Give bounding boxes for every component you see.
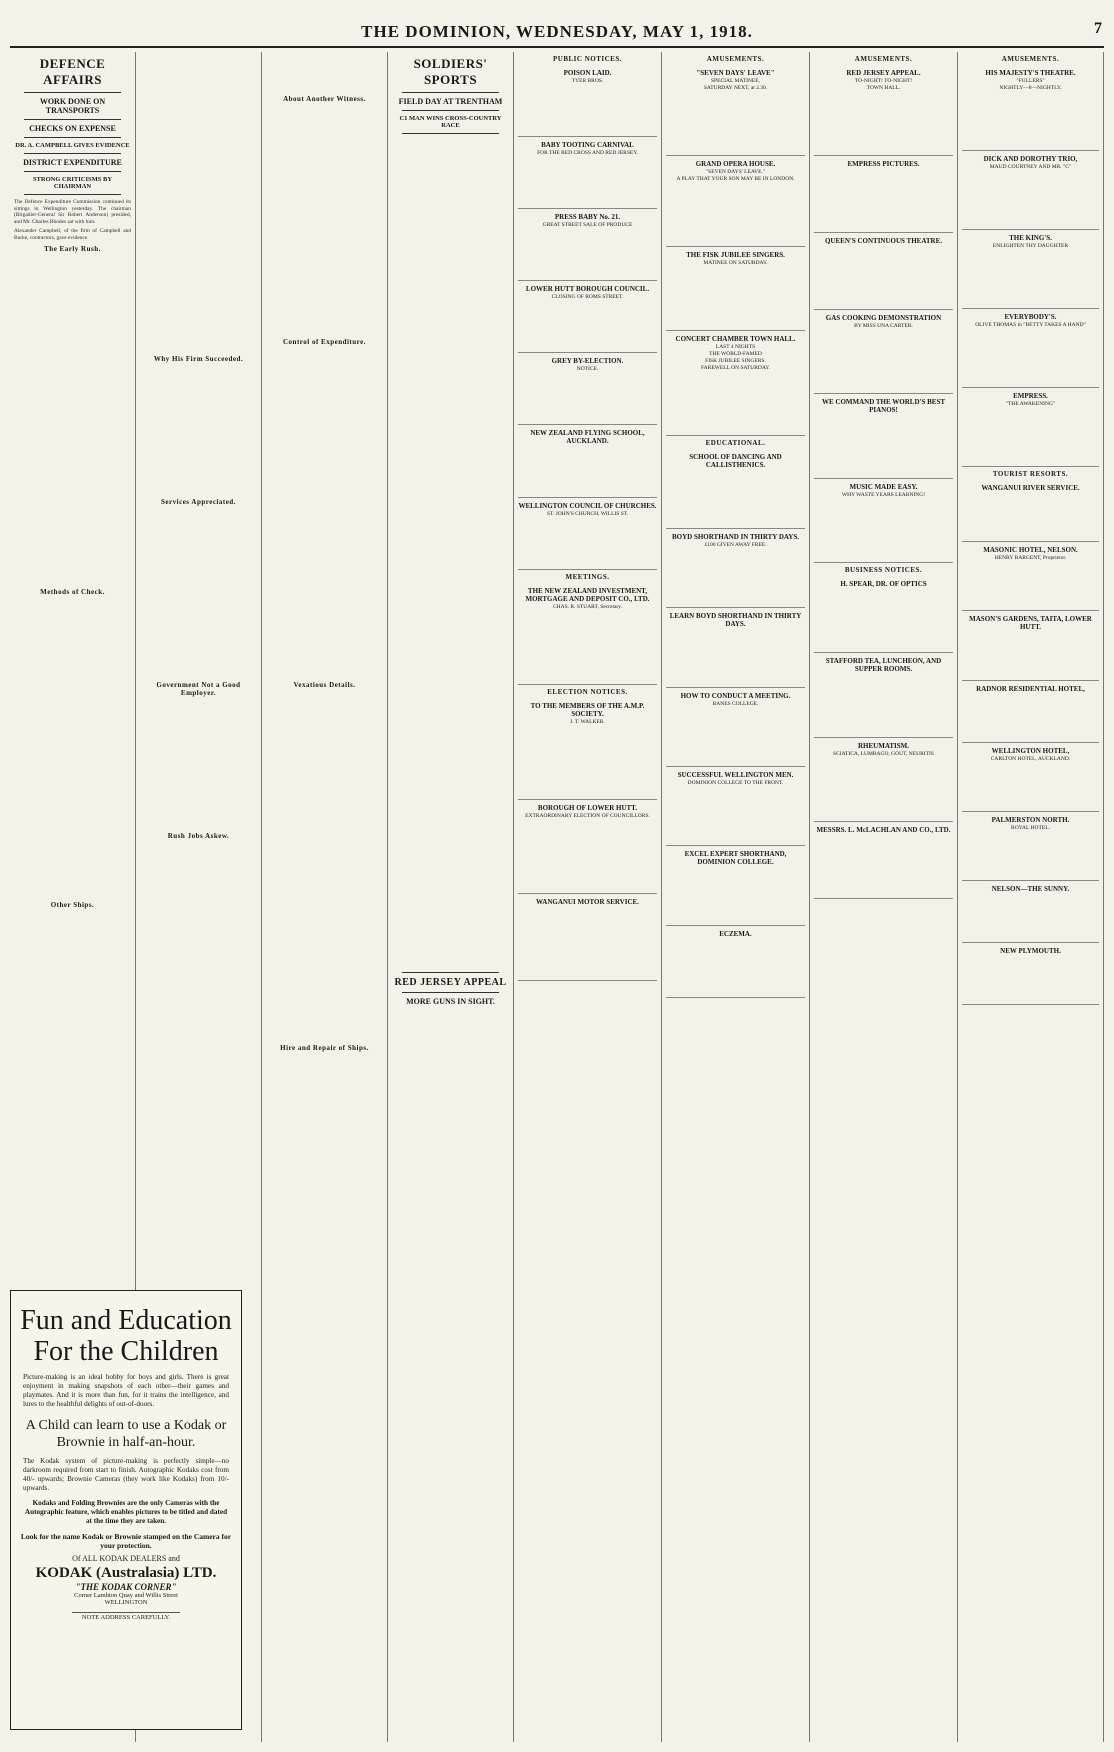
- subhead-transports: WORK DONE ON TRANSPORTS: [39, 97, 106, 115]
- subhead-more-guns: MORE GUNS IN SIGHT.: [406, 997, 495, 1006]
- advertisement-line: SCIATICA, LUMBAGO, GOUT, NEURITIS: [833, 751, 934, 757]
- advertisement: [814, 738, 953, 822]
- advertisement-line: GREAT STREET SALE OF PRODUCE: [542, 222, 633, 228]
- advertisement: [518, 65, 657, 137]
- advertisement: [962, 309, 1099, 388]
- advertisement: [962, 743, 1099, 812]
- advertisement-title: THE KING'S.: [1009, 234, 1052, 242]
- advertisement-line: FAREWELL ON SATURDAY.: [701, 365, 770, 371]
- advertisement: [962, 611, 1099, 681]
- page-number: 7: [1094, 20, 1102, 37]
- advertisement-title: NELSON—THE SUNNY.: [991, 885, 1070, 893]
- headline-red-jersey: RED JERSEY APPEAL: [394, 977, 507, 988]
- section-label: Hire and Repair of Ships.: [280, 1044, 369, 1052]
- advertisement-line: ENLIGHTEN THY DAUGHTER: [992, 243, 1069, 249]
- advertisement-line: WHY WASTE YEARS LEARNING!: [841, 492, 926, 498]
- advertisement: [814, 653, 953, 738]
- advertisement-body-text: [962, 832, 1099, 877]
- advertisement-line: BY MISS UNA CARTER.: [854, 323, 913, 329]
- advertisement: [962, 812, 1099, 881]
- advertisement-body-text: [814, 415, 953, 475]
- advertisement-body-text: [814, 589, 953, 649]
- advertisement-body-text: [814, 169, 953, 229]
- advertisement: [666, 247, 805, 331]
- advertisement: [814, 822, 953, 899]
- advertisement-line: CHAS. R. STUART, Secretary.: [552, 604, 623, 610]
- article-paragraph: Alexander Campbell, of the firm of Campbell and Burke, contractors, gave evidence.: [14, 228, 131, 241]
- advertisement-title: DICK AND DOROTHY TRIO,: [983, 155, 1078, 163]
- article-body-text: [266, 348, 383, 678]
- advertisement-title: BABY TOOTING CARNIVAL: [541, 141, 634, 149]
- article-body-text: [140, 508, 257, 678]
- advertisement-body-text: [666, 939, 805, 994]
- advertisement: [814, 394, 953, 479]
- advertisement-body-text: [814, 330, 953, 390]
- advertisement: [518, 425, 657, 498]
- section-label: Other Ships.: [50, 900, 95, 909]
- advertisement-line: CARLTON HOTEL, AUCKLAND.: [990, 756, 1071, 762]
- advertisement: [666, 156, 805, 247]
- advertisement-title: ECZEMA.: [719, 930, 752, 938]
- advertisement-body-text: [962, 632, 1099, 677]
- column-4: [388, 52, 514, 1742]
- advertisement: [962, 881, 1099, 943]
- advertisement: [814, 233, 953, 310]
- subhead-trentham: FIELD DAY AT TRENTHAM: [398, 97, 503, 106]
- advertisement: [962, 943, 1099, 1005]
- divider: [402, 972, 499, 973]
- article-body-text: [392, 1008, 509, 1558]
- advertisement-body-text: [666, 267, 805, 327]
- advertisement-title: LEARN BOYD SHORTHAND IN THIRTY DAYS.: [669, 612, 802, 628]
- advertisement-line: CLOSING OF ROMS STREET.: [551, 294, 624, 300]
- advertisement-body-text: [962, 562, 1099, 607]
- advertisement-line: A PLAY THAT YOUR SON MAY BE IN LONDON.: [676, 176, 795, 182]
- subhead-criticisms: STRONG CRITICISMS BY CHAIRMAN: [32, 176, 113, 190]
- advertisement-title: THE NEW ZEALAND INVESTMENT, MORTGAGE AND DEPOSIT CO., LTD.: [525, 587, 650, 603]
- headline-sports: SOLDIERS' SPORTS: [413, 56, 488, 87]
- advertisement-line: MAUD COURTNEY AND MR. "C": [989, 164, 1072, 170]
- advertisement-body-text: [666, 470, 805, 525]
- advertisement-body-text: [962, 694, 1099, 739]
- advertisement: [518, 894, 657, 981]
- ad-list: [666, 449, 805, 998]
- advertisement-title: MASON'S GARDENS, TAITA, LOWER HUTT.: [969, 615, 1092, 631]
- ad-list: [518, 65, 657, 570]
- advertisement-body-text: [518, 373, 657, 421]
- advertisement: [666, 449, 805, 529]
- divider: [24, 119, 121, 120]
- advertisement-title: EMPRESS PICTURES.: [847, 160, 920, 168]
- kodak-title-line-1: Fun and Education: [20, 1305, 232, 1336]
- subhead-cross-country: C1 MAN WINS CROSS-COUNTRY RACE: [399, 115, 502, 129]
- section-label: Methods of Check.: [40, 587, 105, 596]
- advertisement-line: SATURDAY NEXT, at 2.30.: [703, 85, 768, 91]
- subhead-checks: CHECKS ON EXPENSE: [29, 124, 116, 133]
- advertisement-body-text: [666, 92, 805, 152]
- advertisement-body-text: [666, 867, 805, 922]
- advertisement-body-text: [666, 629, 805, 684]
- advertisement-line: FOR THE RED CROSS AND RED JERSEY.: [537, 150, 638, 156]
- advertisement-body-text: [962, 92, 1099, 147]
- section-header: MEETINGS.: [565, 573, 610, 581]
- advertisement-body-text: [518, 820, 657, 890]
- divider: [24, 153, 121, 154]
- advertisement-title: GRAND OPERA HOUSE.: [695, 160, 776, 168]
- advertisement: [666, 529, 805, 608]
- advertisement: [814, 65, 953, 156]
- advertisement-line: "SEVEN DAYS' LEAVE.": [705, 169, 766, 175]
- advertisement-body-text: [666, 183, 805, 243]
- advertisement-title: GAS COOKING DEMONSTRATION: [825, 314, 942, 322]
- advertisement-body-text: [518, 611, 657, 681]
- advertisement-line: FISK JUBILEE SINGERS.: [705, 358, 766, 364]
- kodak-advertisement: [10, 1290, 242, 1730]
- article-paragraph: The Defence Expenditure Commission continued its sittings in Wellington yesterday. The chairman (Brigadier-General Sir Robert Anderson) presided, and Mr. Charles Rhodes sat with him.: [14, 199, 131, 225]
- advertisement-body-text: [962, 329, 1099, 384]
- ad-list: [518, 698, 657, 981]
- advertisement: [962, 230, 1099, 309]
- ad-list: [814, 65, 953, 563]
- advertisement-body-text: [518, 157, 657, 205]
- advertisement-body-text: [814, 92, 953, 152]
- advertisement-title: BOYD SHORTHAND IN THIRTY DAYS.: [671, 533, 800, 541]
- kodak-body-3: Kodaks and Folding Brownies are the only Cameras with the Autographic feature, which enables pictures to be titled and dated at the time they are taken.: [24, 1499, 228, 1525]
- article-body-text: [14, 911, 131, 1031]
- advertisement-title: HIS MAJESTY'S THEATRE.: [985, 69, 1076, 77]
- kodak-dealers: Of ALL KODAK DEALERS and: [72, 1554, 180, 1563]
- advertisement-body-text: [666, 549, 805, 604]
- advertisement: [666, 846, 805, 926]
- advertisement-body-text: [666, 372, 805, 432]
- kodak-body-2: The Kodak system of picture-making is perfectly simple—no darkroom required from start to finish. Autographic Kodaks cost from 40/- upwards; Brownie Cameras (they work like Kodaks) from 10/- upwards.: [23, 1457, 229, 1492]
- advertisement: [666, 65, 805, 156]
- advertisement-body-text: [518, 85, 657, 133]
- kodak-address: Corner Lambton Quay and Willis Street: [74, 1592, 178, 1599]
- advertisement-title: MUSIC MADE EASY.: [849, 483, 918, 491]
- advertisement-body-text: [962, 763, 1099, 808]
- advertisement: [814, 479, 953, 563]
- advertisement-line: SPECIAL MATINEE,: [711, 78, 760, 84]
- advertisement-line: TO-NIGHT! TO-NIGHT!: [854, 78, 913, 84]
- section-label: Vexatious Details.: [293, 681, 356, 689]
- advertisement-title: STAFFORD TEA, LUNCHEON, AND SUPPER ROOMS.: [825, 657, 942, 673]
- advertisement: [518, 698, 657, 800]
- ad-list: [962, 480, 1099, 1005]
- advertisement-line: DOMINION COLLEGE TO THE FRONT.: [687, 780, 784, 786]
- advertisement-title: WELLINGTON COUNCIL OF CHURCHES.: [518, 502, 657, 510]
- advertisement-title: GREY BY-ELECTION.: [551, 357, 624, 365]
- advertisement: [962, 388, 1099, 467]
- advertisement: [962, 480, 1099, 542]
- advertisement-title: HOW TO CONDUCT A MEETING.: [680, 692, 791, 700]
- advertisement-line: J. T. WALKER.: [570, 719, 605, 725]
- advertisement-title: WANGANUI MOTOR SERVICE.: [536, 898, 639, 906]
- advertisement-title: WANGANUI RIVER SERVICE.: [981, 484, 1080, 492]
- advertisement-body-text: [962, 408, 1099, 463]
- advertisement-title: RHEUMATISM.: [857, 742, 909, 750]
- advertisement-line: OLIVE THOMAS in "BETTY TAKES A HAND": [975, 322, 1086, 328]
- kodak-corner: "THE KODAK CORNER": [75, 1582, 177, 1592]
- section-label: Government Not a Good Employer.: [156, 681, 241, 697]
- advertisement-line: NOTICE.: [576, 366, 599, 372]
- section-label: The Early Rush.: [44, 244, 101, 253]
- section-label: Rush Jobs Askew.: [167, 832, 230, 840]
- kodak-city: WELLINGTON: [104, 1599, 148, 1606]
- advertisement-title: LOWER HUTT BOROUGH COUNCIL.: [525, 285, 650, 293]
- advertisement-body-text: [962, 894, 1099, 939]
- column-3: [262, 52, 388, 1742]
- advertisement-body-text: [518, 726, 657, 796]
- divider: [24, 137, 121, 138]
- ad-list: [962, 65, 1099, 467]
- kodak-title: [11, 1305, 241, 1367]
- section-label: Control of Expenditure.: [283, 338, 366, 346]
- advertisement: [666, 688, 805, 767]
- advertisement-body-text: [814, 835, 953, 895]
- advertisement-body-text: [518, 518, 657, 566]
- divider: [402, 92, 499, 93]
- advertisement-title: H. SPEAR, DR. OF OPTICS: [840, 580, 927, 588]
- article-body-text: [14, 598, 131, 898]
- advertisement-line: EXTRAORDINARY ELECTION OF COUNCILLORS.: [525, 813, 650, 819]
- advertisement-title: WELLINGTON HOTEL,: [991, 747, 1070, 755]
- advertisement-line: NIGHTLY—8—NIGHTLY.: [999, 85, 1062, 91]
- advertisement-body-text: [518, 229, 657, 277]
- section-label: Services Appreciated.: [161, 498, 236, 506]
- advertisement-title: EMPRESS.: [1013, 392, 1048, 400]
- advertisement-title: NEW PLYMOUTH.: [1000, 947, 1061, 955]
- section-header: AMUSEMENTS.: [854, 55, 913, 63]
- advertisement-title: POISON LAID.: [563, 69, 612, 77]
- article-body-text: [14, 255, 131, 585]
- advertisement-title: THE FISK JUBILEE SINGERS.: [686, 251, 785, 259]
- advertisement-line: TOWN HALL.: [866, 85, 901, 91]
- advertisement-title: EXCEL EXPERT SHORTHAND, DOMINION COLLEGE.: [684, 850, 787, 866]
- advertisement-title: SCHOOL OF DANCING AND CALLISTHENICS.: [689, 453, 782, 469]
- advertisement: [666, 767, 805, 846]
- advertisement-line: ST. JOHN'S CHURCH, WILLIS ST.: [546, 511, 629, 517]
- article-body-text: [266, 1054, 383, 1374]
- advertisement: [814, 310, 953, 394]
- advertisement-title: MASONIC HOTEL, NELSON.: [983, 546, 1078, 554]
- advertisement-line: HENRY BARGENT, Proprietor.: [994, 555, 1067, 561]
- section-header: EDUCATIONAL.: [705, 439, 766, 447]
- section-header: ELECTION NOTICES.: [547, 688, 628, 696]
- advertisement-body-text: [962, 956, 1099, 1001]
- advertisement-line: ROYAL HOTEL.: [1011, 825, 1050, 831]
- section-header: TOURIST RESORTS.: [992, 470, 1069, 478]
- advertisement-body-text: [962, 493, 1099, 538]
- advertisement-body-text: [814, 246, 953, 306]
- advertisement: [666, 926, 805, 998]
- kodak-brand: KODAK (Australasia) LTD.: [35, 1565, 217, 1581]
- advertisement-body-text: [962, 171, 1099, 226]
- advertisement-line: TYER BROS.: [571, 78, 604, 84]
- article-body-text: [140, 52, 257, 352]
- kodak-title-line-2: For the Children: [33, 1336, 219, 1367]
- advertisement: [962, 65, 1099, 151]
- advertisement: [518, 353, 657, 425]
- advertisement-title: EVERYBODY'S.: [1004, 313, 1057, 321]
- divider: [24, 92, 121, 93]
- article-body-text: [140, 842, 257, 912]
- kodak-look: Look for the name Kodak or Brownie stamped on the Camera for your protection.: [20, 1532, 232, 1550]
- kodak-note: NOTE ADDRESS CAREFULLY.: [72, 1612, 180, 1622]
- divider: [402, 133, 499, 134]
- section-label: Why His Firm Succeeded.: [153, 355, 244, 363]
- advertisement: [666, 608, 805, 688]
- advertisement-body-text: [518, 446, 657, 494]
- advertisement-body-text: [814, 758, 953, 818]
- divider: [402, 992, 499, 993]
- article-body-text: [266, 52, 383, 92]
- headline-defence: DEFENCE AFFAIRS: [39, 56, 106, 87]
- column-7: [810, 52, 958, 1742]
- section-header: AMUSEMENTS.: [706, 55, 765, 63]
- column-6: [662, 52, 810, 1742]
- kodak-body: Picture-making is an ideal hobby for boys and girls. There is great enjoyment in making snapshots of each other—their games and playmates. And it is more than fun, for it trains the intelligence, and lures to the healthful delights of out-of-doors.: [23, 1373, 229, 1408]
- ad-list: [518, 583, 657, 685]
- advertisement-body-text: [814, 499, 953, 559]
- advertisement-title: RED JERSEY APPEAL.: [846, 69, 921, 77]
- divider: [24, 171, 121, 172]
- advertisement: [962, 542, 1099, 611]
- advertisement-title: QUEEN'S CONTINUOUS THEATRE.: [824, 237, 943, 245]
- advertisement: [518, 583, 657, 685]
- advertisement-title: TO THE MEMBERS OF THE A.M.P. SOCIETY.: [530, 702, 645, 718]
- advertisement: [666, 331, 805, 436]
- subhead-district: DISTRICT EXPENDITURE: [23, 158, 122, 167]
- advertisement-line: BANES COLLEGE.: [712, 701, 759, 707]
- advertisement: [518, 137, 657, 209]
- advertisement-line: £100 GIVEN AWAY FREE.: [704, 542, 767, 548]
- section-header: AMUSEMENTS.: [1001, 55, 1060, 63]
- columns: [10, 52, 1104, 1742]
- advertisement-line: LAST 4 NIGHTS: [715, 344, 756, 350]
- advertisement: [518, 281, 657, 353]
- divider: [24, 194, 121, 195]
- section-header: PUBLIC NOTICES.: [553, 55, 622, 63]
- advertisement-title: PALMERSTON NORTH.: [991, 816, 1070, 824]
- advertisement-title: RADNOR RESIDENTIAL HOTEL,: [976, 685, 1085, 693]
- advertisement-title: "SEVEN DAYS' LEAVE": [696, 69, 775, 77]
- advertisement-title: PRESS BABY No. 21.: [554, 213, 621, 221]
- advertisement: [814, 576, 953, 653]
- advertisement-body-text: [962, 250, 1099, 305]
- column-5: [514, 52, 662, 1742]
- advertisement-title: NEW ZEALAND FLYING SCHOOL, AUCKLAND.: [530, 429, 645, 445]
- advertisement-title: WE COMMAND THE WORLD'S BEST PIANOS!: [821, 398, 946, 414]
- advertisement-line: "THE AWAKENING": [1005, 401, 1056, 407]
- advertisement-body-text: [814, 674, 953, 734]
- advertisement-body-text: [666, 708, 805, 763]
- advertisement: [518, 209, 657, 281]
- masthead: [10, 22, 1104, 48]
- masthead-title: THE DOMINION, WEDNESDAY, MAY 1, 1918.: [361, 22, 753, 41]
- advertisement: [962, 681, 1099, 743]
- article-body-text: [266, 105, 383, 335]
- advertisement-line: "FULLERS": [1016, 78, 1045, 84]
- advertisement: [518, 800, 657, 894]
- column-8: [958, 52, 1104, 1742]
- section-header: BUSINESS NOTICES.: [844, 566, 923, 574]
- article-body-text: [266, 691, 383, 1041]
- advertisement-title: CONCERT CHAMBER TOWN HALL.: [675, 335, 796, 343]
- advertisement: [962, 151, 1099, 230]
- article-body-text: [140, 699, 257, 829]
- advertisement-line: THE WORLD-FAMED: [709, 351, 762, 357]
- subhead-campbell: DR. A. CAMPBELL GIVES EVIDENCE: [15, 142, 130, 149]
- ad-list: [666, 65, 805, 436]
- article-body-text: [392, 138, 509, 968]
- advertisement: [814, 156, 953, 233]
- divider: [402, 110, 499, 111]
- advertisement-body-text: [666, 787, 805, 842]
- advertisement-line: MATINEE ON SATURDAY.: [703, 260, 768, 266]
- advertisement-title: MESSRS. L. McLACHLAN AND CO., LTD.: [816, 826, 951, 834]
- section-label: About Another Witness.: [283, 95, 366, 103]
- advertisement-title: BOROUGH OF LOWER HUTT.: [537, 804, 638, 812]
- article-body-text: [140, 365, 257, 495]
- kodak-camera-line: A Child can learn to use a Kodak or Brownie in half-an-hour.: [25, 1418, 227, 1450]
- advertisement-title: SUCCESSFUL WELLINGTON MEN.: [677, 771, 794, 779]
- kodak-note-wrap: [11, 1606, 241, 1624]
- ad-list: [814, 576, 953, 899]
- advertisement-body-text: [518, 907, 657, 977]
- advertisement-body-text: [518, 301, 657, 349]
- advertisement: [518, 498, 657, 570]
